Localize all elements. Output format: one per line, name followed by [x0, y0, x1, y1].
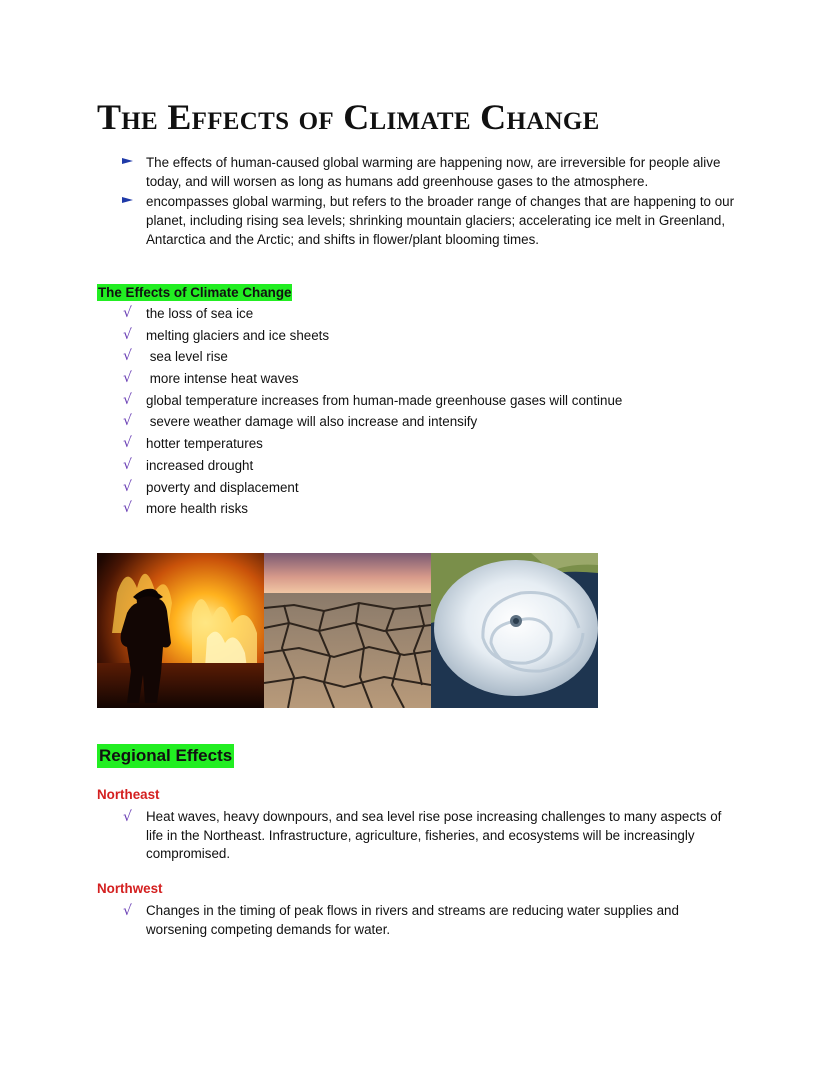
effect-item-text: more health risks [146, 501, 248, 517]
intro-bullet [120, 153, 740, 191]
effect-item [120, 433, 760, 455]
effect-item [120, 346, 760, 368]
wildfire-firefighter-photo [97, 553, 264, 708]
effect-item [120, 411, 760, 433]
region-item-text: Heat waves, heavy downpours, and sea level rise pose increasing challenges to many aspects of life in the Northeast. Infrastructure, agriculture, fisheries, and ecosystems will be increasingly compromised. [146, 809, 722, 862]
effect-item-text: increased drought [146, 457, 254, 473]
arrow-bullet-icon [122, 158, 133, 164]
check-mark-icon: √ [123, 370, 132, 387]
effect-item-text: melting glaciers and ice sheets [146, 327, 330, 343]
intro-bullet-text: encompasses global warming, but refers to the broader range of changes that are happening to our planet, including rising sea levels; shrinking mountain glaciers; accelerating ice melt in Greenland, Antarctica and the Arctic; and shifts in flower/plant blooming times. [146, 194, 735, 247]
wildfire-photo-graphic [97, 553, 264, 708]
region-item [120, 808, 740, 864]
intro-bullet [120, 192, 740, 249]
region-label-northeast: Northeast [97, 787, 160, 802]
region-northeast-list [120, 808, 740, 864]
check-mark-icon: √ [123, 435, 132, 452]
effect-item [120, 498, 760, 520]
check-mark-icon: √ [123, 348, 132, 365]
page-title: The Effects of Climate Change [97, 97, 600, 137]
check-mark-icon: √ [123, 478, 132, 495]
cracked-dry-earth-photo [264, 553, 431, 708]
effect-item-text: more intense heat waves [146, 371, 299, 387]
effect-item [120, 368, 760, 390]
check-mark-icon: √ [123, 456, 132, 473]
region-item [120, 902, 740, 939]
effect-item-text: the loss of sea ice [146, 306, 254, 321]
check-mark-icon: √ [123, 500, 132, 517]
effect-item-text: poverty and displacement [146, 479, 299, 495]
intro-bullet-text: The effects of human-caused global warming are happening now, are irreversible for people alive today, and will worsen as long as humans add greenhouse gases to the atmosphere. [146, 155, 721, 189]
hurricane-satellite-photo [431, 553, 598, 708]
effect-item-text: global temperature increases from human-made greenhouse gases will continue [146, 392, 623, 408]
effect-item-text: sea level rise [146, 349, 228, 365]
arrow-bullet-icon [122, 197, 133, 203]
check-mark-icon: √ [123, 391, 132, 408]
effects-heading: The Effects of Climate Change [98, 285, 292, 300]
check-mark-icon: √ [123, 903, 132, 919]
drought-photo-graphic [264, 553, 431, 708]
check-mark-icon: √ [123, 305, 132, 321]
effects-list [120, 303, 760, 520]
regional-effects-heading: Regional Effects [97, 744, 234, 768]
check-mark-icon: √ [123, 326, 132, 343]
effect-item-text: severe weather damage will also increase and intensify [146, 414, 478, 430]
climate-image-strip [97, 553, 598, 708]
region-item-text: Changes in the timing of peak flows in rivers and streams are reducing water supplies and worsening competing demands for water. [146, 903, 679, 937]
hurricane-photo-graphic [431, 553, 598, 708]
effect-item [120, 303, 760, 325]
check-mark-icon: √ [123, 809, 132, 825]
effect-item [120, 455, 760, 477]
region-northwest-list [120, 902, 740, 939]
region-label-northwest: Northwest [97, 881, 163, 896]
check-mark-icon: √ [123, 413, 132, 430]
effect-item [120, 390, 760, 412]
effect-item [120, 477, 760, 499]
intro-bullet-list [120, 153, 740, 250]
effect-item-text: hotter temperatures [146, 436, 263, 452]
effect-item [120, 325, 760, 347]
